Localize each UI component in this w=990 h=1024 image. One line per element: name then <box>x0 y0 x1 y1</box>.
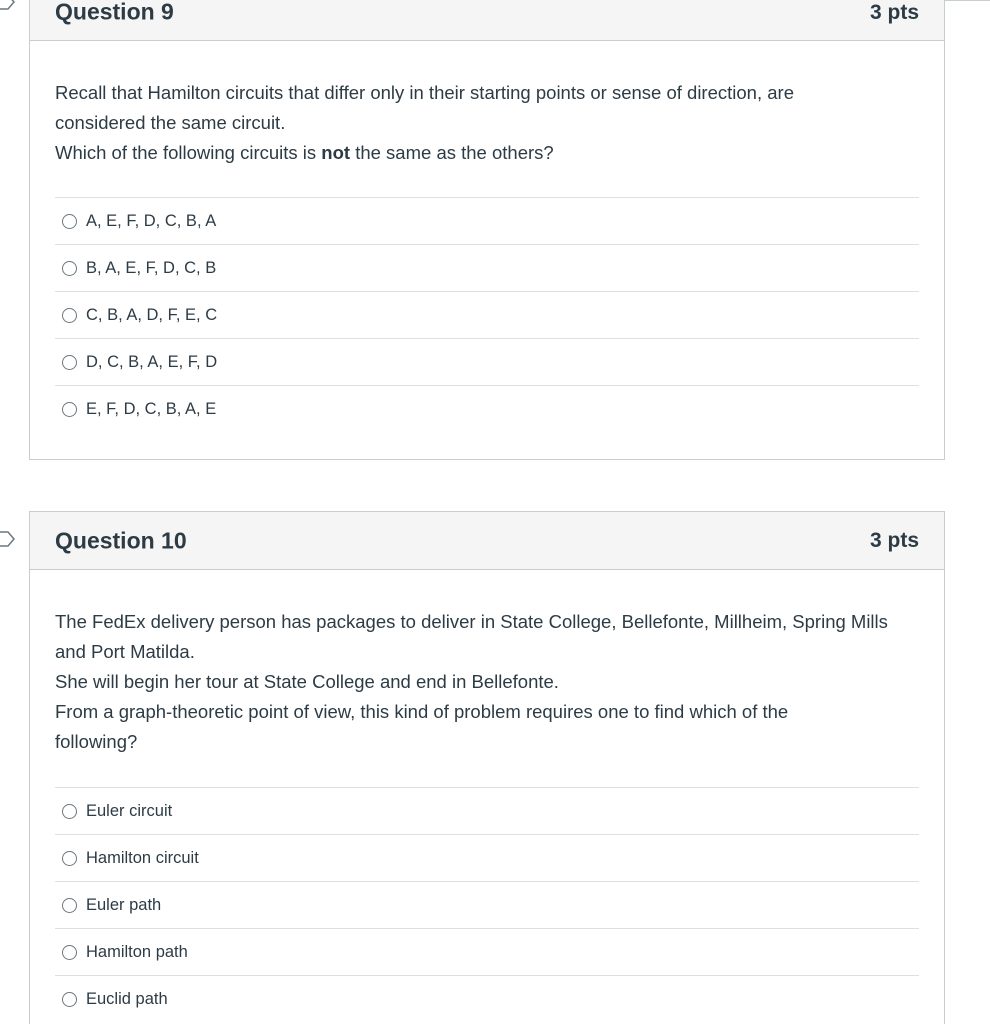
radio-button[interactable] <box>62 898 77 913</box>
top-divider <box>944 0 990 1</box>
question-10-title: Question 10 <box>55 527 187 553</box>
question-10-body <box>30 570 944 1022</box>
answer-option[interactable] <box>55 292 919 339</box>
question-9-title: Question 9 <box>55 0 174 25</box>
question-9-prompt-end: the same as the others? <box>350 142 554 163</box>
answer-label: Hamilton path <box>86 942 188 961</box>
radio-button[interactable] <box>62 402 77 417</box>
answer-option[interactable] <box>55 976 919 1022</box>
question-9-answers <box>55 197 919 432</box>
answer-option[interactable] <box>55 386 919 432</box>
answer-option[interactable] <box>55 245 919 292</box>
question-9-prompt <box>55 138 875 168</box>
answer-option[interactable] <box>55 929 919 976</box>
answer-label: B, A, E, F, D, C, B <box>86 258 217 277</box>
radio-button[interactable] <box>62 261 77 276</box>
answer-label: Hamilton circuit <box>86 848 199 867</box>
radio-button[interactable] <box>62 355 77 370</box>
question-10-answers <box>55 787 919 1022</box>
question-10-text <box>55 570 895 757</box>
radio-button[interactable] <box>62 804 77 819</box>
answer-label: A, E, F, D, C, B, A <box>86 211 217 230</box>
radio-button[interactable] <box>62 214 77 229</box>
answer-label: Euclid path <box>86 989 168 1008</box>
radio-button[interactable] <box>62 851 77 866</box>
answer-option[interactable] <box>55 882 919 929</box>
radio-button[interactable] <box>62 992 77 1007</box>
question-9-points: 3 pts <box>869 1 919 24</box>
radio-button[interactable] <box>62 308 77 323</box>
answer-label: Euler circuit <box>86 801 173 820</box>
answer-label: E, F, D, C, B, A, E <box>86 399 217 418</box>
question-10-statement: The FedEx delivery person has packages to deliver in State College, Bellefonte, Millheim, Spring Mills and Port Matilda. <box>55 611 888 662</box>
answer-label: Euler path <box>86 895 162 914</box>
answer-option[interactable] <box>55 339 919 386</box>
answer-label: D, C, B, A, E, F, D <box>86 352 218 371</box>
radio-button[interactable] <box>62 945 77 960</box>
answer-option[interactable] <box>55 788 919 835</box>
question-9-text <box>55 41 875 168</box>
answer-option[interactable] <box>55 835 919 882</box>
answer-option[interactable] <box>55 198 919 245</box>
question-10 <box>29 511 945 1024</box>
flag-question-10-icon[interactable] <box>0 530 18 548</box>
question-9-header <box>30 0 944 41</box>
answer-label: C, B, A, D, F, E, C <box>86 305 218 324</box>
question-9-prompt-start: Which of the following circuits is <box>55 142 322 163</box>
question-9-prompt-emphasis: not <box>321 142 351 163</box>
question-10-prompt: From a graph-theoretic point of view, this kind of problem requires one to find which of the following? <box>55 701 789 752</box>
question-9-statement: Recall that Hamilton circuits that differ only in their starting points or sense of direction, are considered the same circuit. <box>55 82 794 133</box>
question-10-detail: She will begin her tour at State College and end in Bellefonte. <box>55 671 559 692</box>
question-9-body <box>30 41 944 432</box>
flag-question-9-icon[interactable] <box>0 0 18 11</box>
question-10-points: 3 pts <box>869 528 919 552</box>
question-9 <box>29 0 945 460</box>
question-10-header <box>30 512 944 570</box>
